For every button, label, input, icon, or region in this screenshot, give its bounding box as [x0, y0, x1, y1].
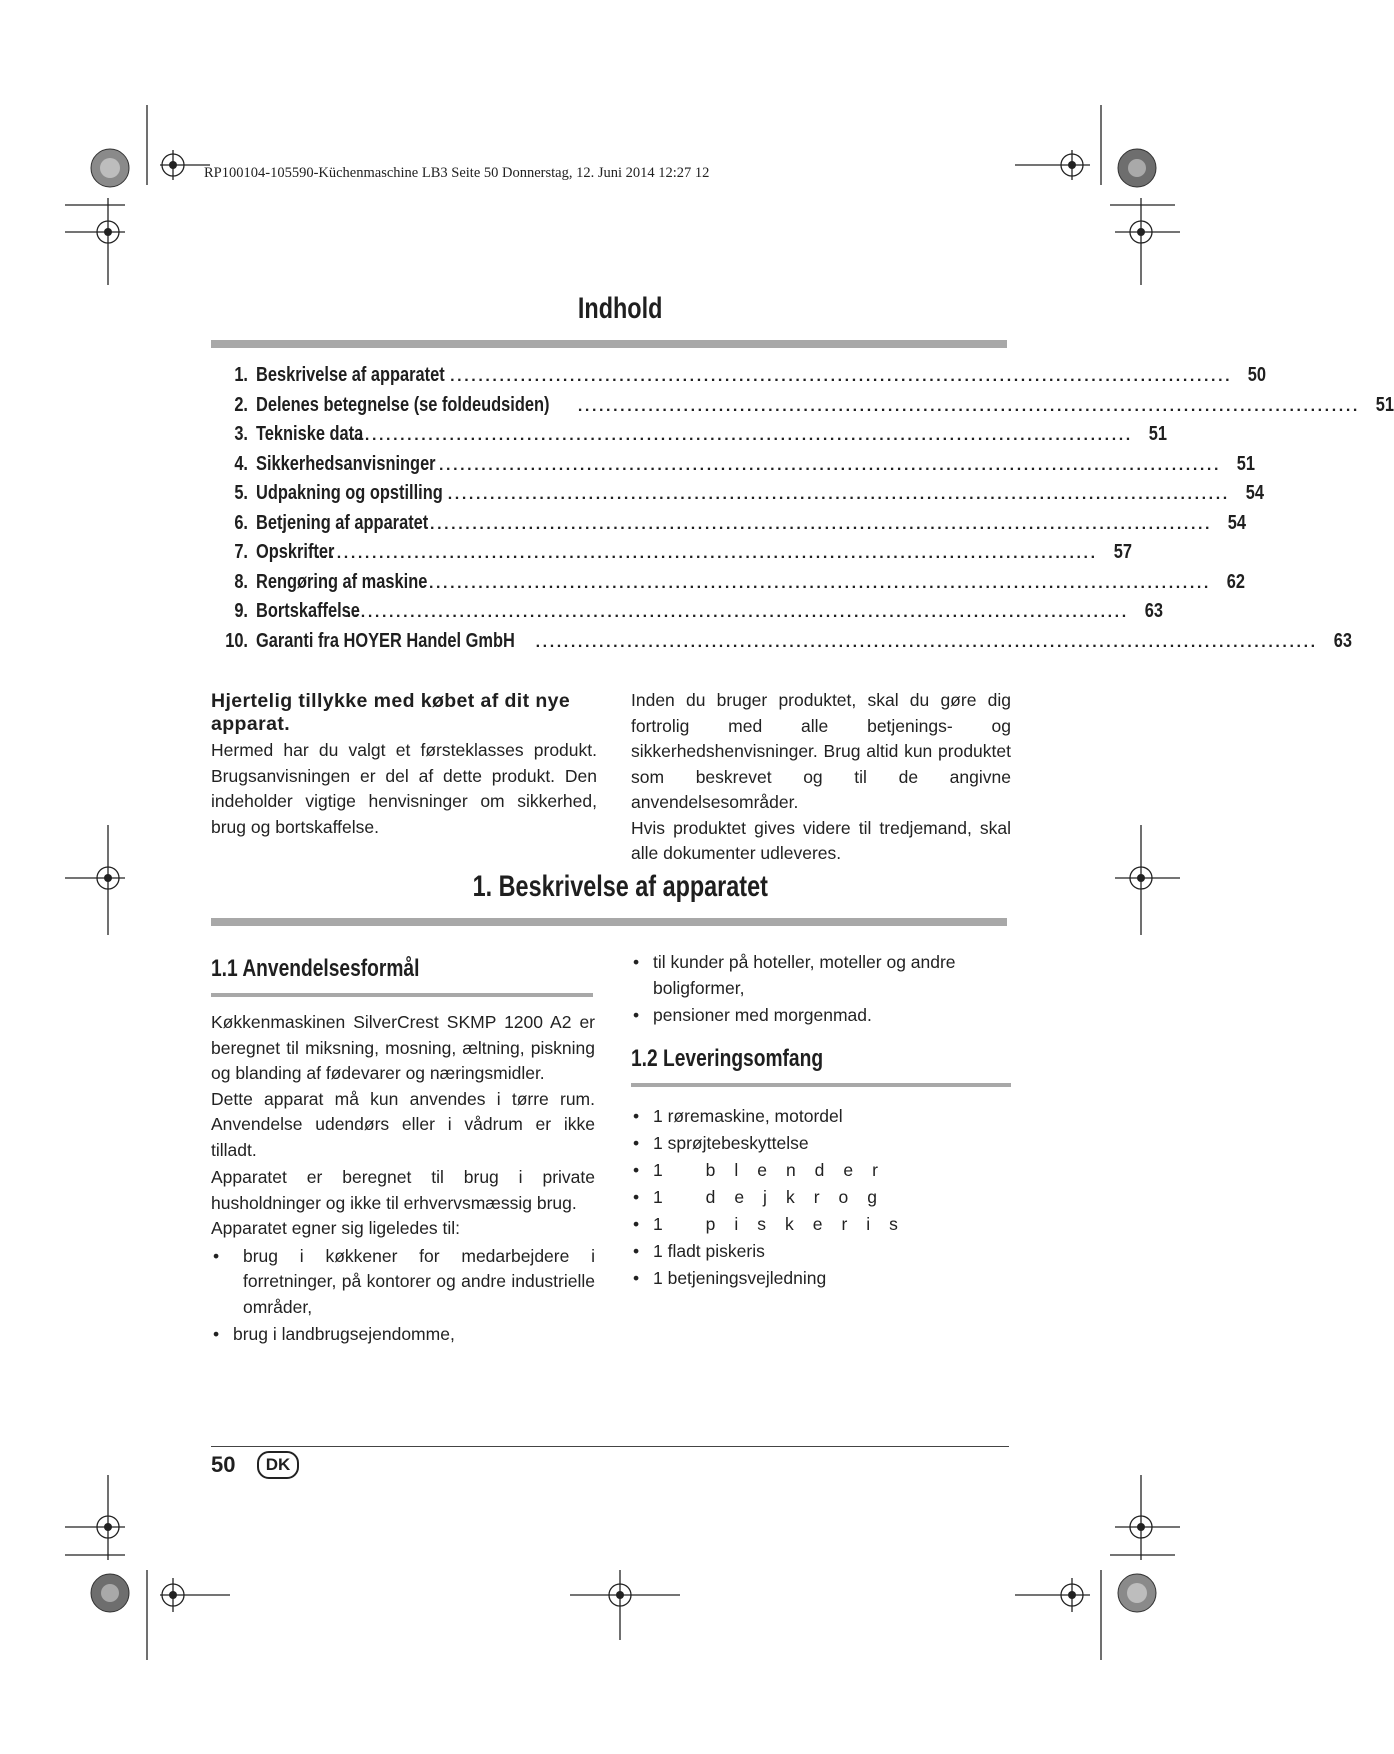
toc-entry[interactable]: 10. Garanti fra HOYER Handel GmbH ............................................................................................................... 63 — [212, 630, 1008, 660]
toc-entry[interactable]: 7. Opskrifter ............................................................................................................... 57 — [212, 541, 1008, 571]
toc-entry-page: 54 — [1227, 511, 1247, 534]
intro-right-text — [631, 688, 1011, 867]
intro-left-text: Hermed har du valgt et førsteklasses produkt. Brugsanvisningen er del af dette produkt. Den indeholder vigtige henvisninger om sikkerhed, brug og bortskaffelse. — [211, 740, 597, 837]
intro-right-paragraph-2: Hvis produktet gives videre til tredjemand, skal alle dokumenter udleveres. — [631, 817, 1011, 863]
toc-entry-page: 50 — [1247, 364, 1267, 386]
list-item: • 1 piskeris — [631, 1211, 1011, 1238]
toc-entry-number: 9. — [234, 600, 248, 622]
toc-entry-label: Delenes betegnelse (se foldeudsiden) — [256, 393, 550, 416]
toc-entry-page: 51 — [1375, 393, 1394, 416]
toc-entry-page: 62 — [1226, 570, 1245, 593]
toc-entry-page: 54 — [1245, 482, 1264, 504]
toc-entry-label: Sikkerhedsanvisninger — [256, 452, 436, 475]
toc-entry-page: 63 — [1144, 600, 1163, 622]
toc-title: Indhold — [578, 292, 663, 325]
toc-entry-number: 4. — [234, 452, 248, 475]
list-item: • 1 dejkrog — [631, 1184, 1011, 1211]
list-item: • pensioner med morgenmad. — [631, 1003, 1011, 1029]
subsection-title-purpose: 1.1 Anvendelsesformål — [211, 955, 420, 982]
toc-entry[interactable]: 4. Sikkerhedsanvisninger ............................................................................................................... 51 — [212, 453, 1008, 483]
toc-entry[interactable]: 3. Tekniske data ............................................................................................................... 51 — [212, 423, 1008, 453]
toc-entry-label: Rengøring af maskine — [256, 570, 428, 593]
toc-entry-page: 51 — [1236, 452, 1256, 475]
country-badge: DK — [257, 1451, 299, 1479]
toc-entry[interactable]: 6. Betjening af apparatet ............................................................................................................... 54 — [212, 512, 1008, 542]
subsection-title-delivery: 1.2 Leveringsomfang — [631, 1045, 824, 1072]
subsection-divider — [631, 1083, 1011, 1087]
list-item: • 1 betjeningsvejledning — [631, 1265, 1011, 1292]
toc-entry[interactable]: 5. Udpakning og opstilling ............................................................................................................... 54 — [212, 482, 1008, 512]
toc-entry-label: Bortskaffelse — [256, 600, 360, 622]
page-number: 50 — [211, 1452, 236, 1477]
intro-heading: Hjertelig tillykke med købet af dit nye apparat. — [211, 690, 571, 735]
intro-right-paragraph-1: Inden du bruger produktet, skal du gøre dig fortrolig med alle betjenings- og sikkerhedshenvisninger. Brug altid kun produktet som beskrevet og til de angivne anvendelsesområder. — [631, 690, 1011, 812]
purpose-paragraph-3: Apparatet er beregnet til brug i private husholdninger og ikke til erhvervsmæssig brug. — [211, 1167, 595, 1213]
toc-entry-label: Garanti fra HOYER Handel GmbH — [256, 629, 515, 652]
list-item: • brug i landbrugsejendomme, — [211, 1322, 595, 1348]
purpose-paragraph-4: Apparatet egner sig ligeledes til: — [211, 1218, 461, 1238]
table-of-contents — [212, 364, 1394, 659]
toc-entry-number: 3. — [234, 423, 248, 445]
toc-entry-label: Tekniske data — [256, 423, 364, 445]
list-item: • brug i køkkener for medarbejdere i forretninger, på kontorer og andre industrielle områder, — [211, 1244, 595, 1321]
list-item: • 1 røremaskine, motordel — [631, 1103, 1011, 1130]
toc-entry-page: 51 — [1148, 423, 1167, 445]
section-divider — [211, 918, 1007, 926]
toc-entry[interactable]: 1. Beskrivelse af apparatet ............................................................................................................... 50 — [212, 364, 1008, 394]
toc-entry-label: Beskrivelse af apparatet — [256, 364, 445, 386]
toc-entry[interactable]: 8. Rengøring af maskine ............................................................................................................... 62 — [212, 571, 1008, 601]
toc-entry-label: Udpakning og opstilling — [256, 482, 443, 504]
subsection-divider — [211, 993, 593, 997]
toc-entry-number: 1. — [234, 364, 248, 386]
list-item: • 1 sprøjtebeskyttelse — [631, 1130, 1011, 1157]
toc-entry-number: 5. — [234, 482, 248, 504]
purpose-paragraph-1: Køkkenmaskinen SilverCrest SKMP 1200 A2 er beregnet til miksning, mosning, æltning, piskning og blanding af fødevarer og næringsmidler. — [211, 1012, 595, 1083]
toc-entry-page: 57 — [1113, 541, 1132, 563]
toc-entry-label: Opskrifter — [256, 541, 335, 563]
list-item: • 1 fladt piskeris — [631, 1238, 1011, 1265]
list-item: • til kunder på hoteller, moteller og andre boligformer, — [631, 950, 1011, 1001]
toc-entry-number: 10. — [225, 629, 248, 652]
purpose-text-continued — [631, 950, 1011, 1029]
toc-entry[interactable]: 2. Delenes betegnelse (se foldeudsiden) ............................................................................................................... 51 — [212, 394, 1008, 424]
list-item: • 1 blender — [631, 1157, 1011, 1184]
toc-entry[interactable]: 9. Bortskaffelse ............................................................................................................... 63 — [212, 600, 1008, 630]
toc-entry-number: 8. — [234, 570, 248, 593]
toc-divider — [211, 340, 1007, 348]
purpose-paragraph-2: Dette apparat må kun anvendes i tørre rum. Anvendelse udendørs eller i vådrum er ikke tilladt. — [211, 1088, 595, 1160]
footer-rule — [211, 1446, 1009, 1447]
delivery-list — [631, 1103, 1011, 1292]
print-header: RP100104-105590-Küchenmaschine LB3 Seite 50 Donnerstag, 12. Juni 2014 12:27 12 — [204, 165, 710, 181]
purpose-text — [211, 1010, 595, 1348]
section-title: 1. Beskrivelse af apparatet — [472, 870, 769, 903]
toc-entry-number: 7. — [234, 541, 248, 563]
toc-entry-number: 6. — [234, 511, 248, 534]
toc-entry-number: 2. — [234, 393, 248, 416]
toc-entry-label: Betjening af apparatet — [256, 511, 429, 534]
toc-entry-page: 63 — [1333, 629, 1352, 652]
